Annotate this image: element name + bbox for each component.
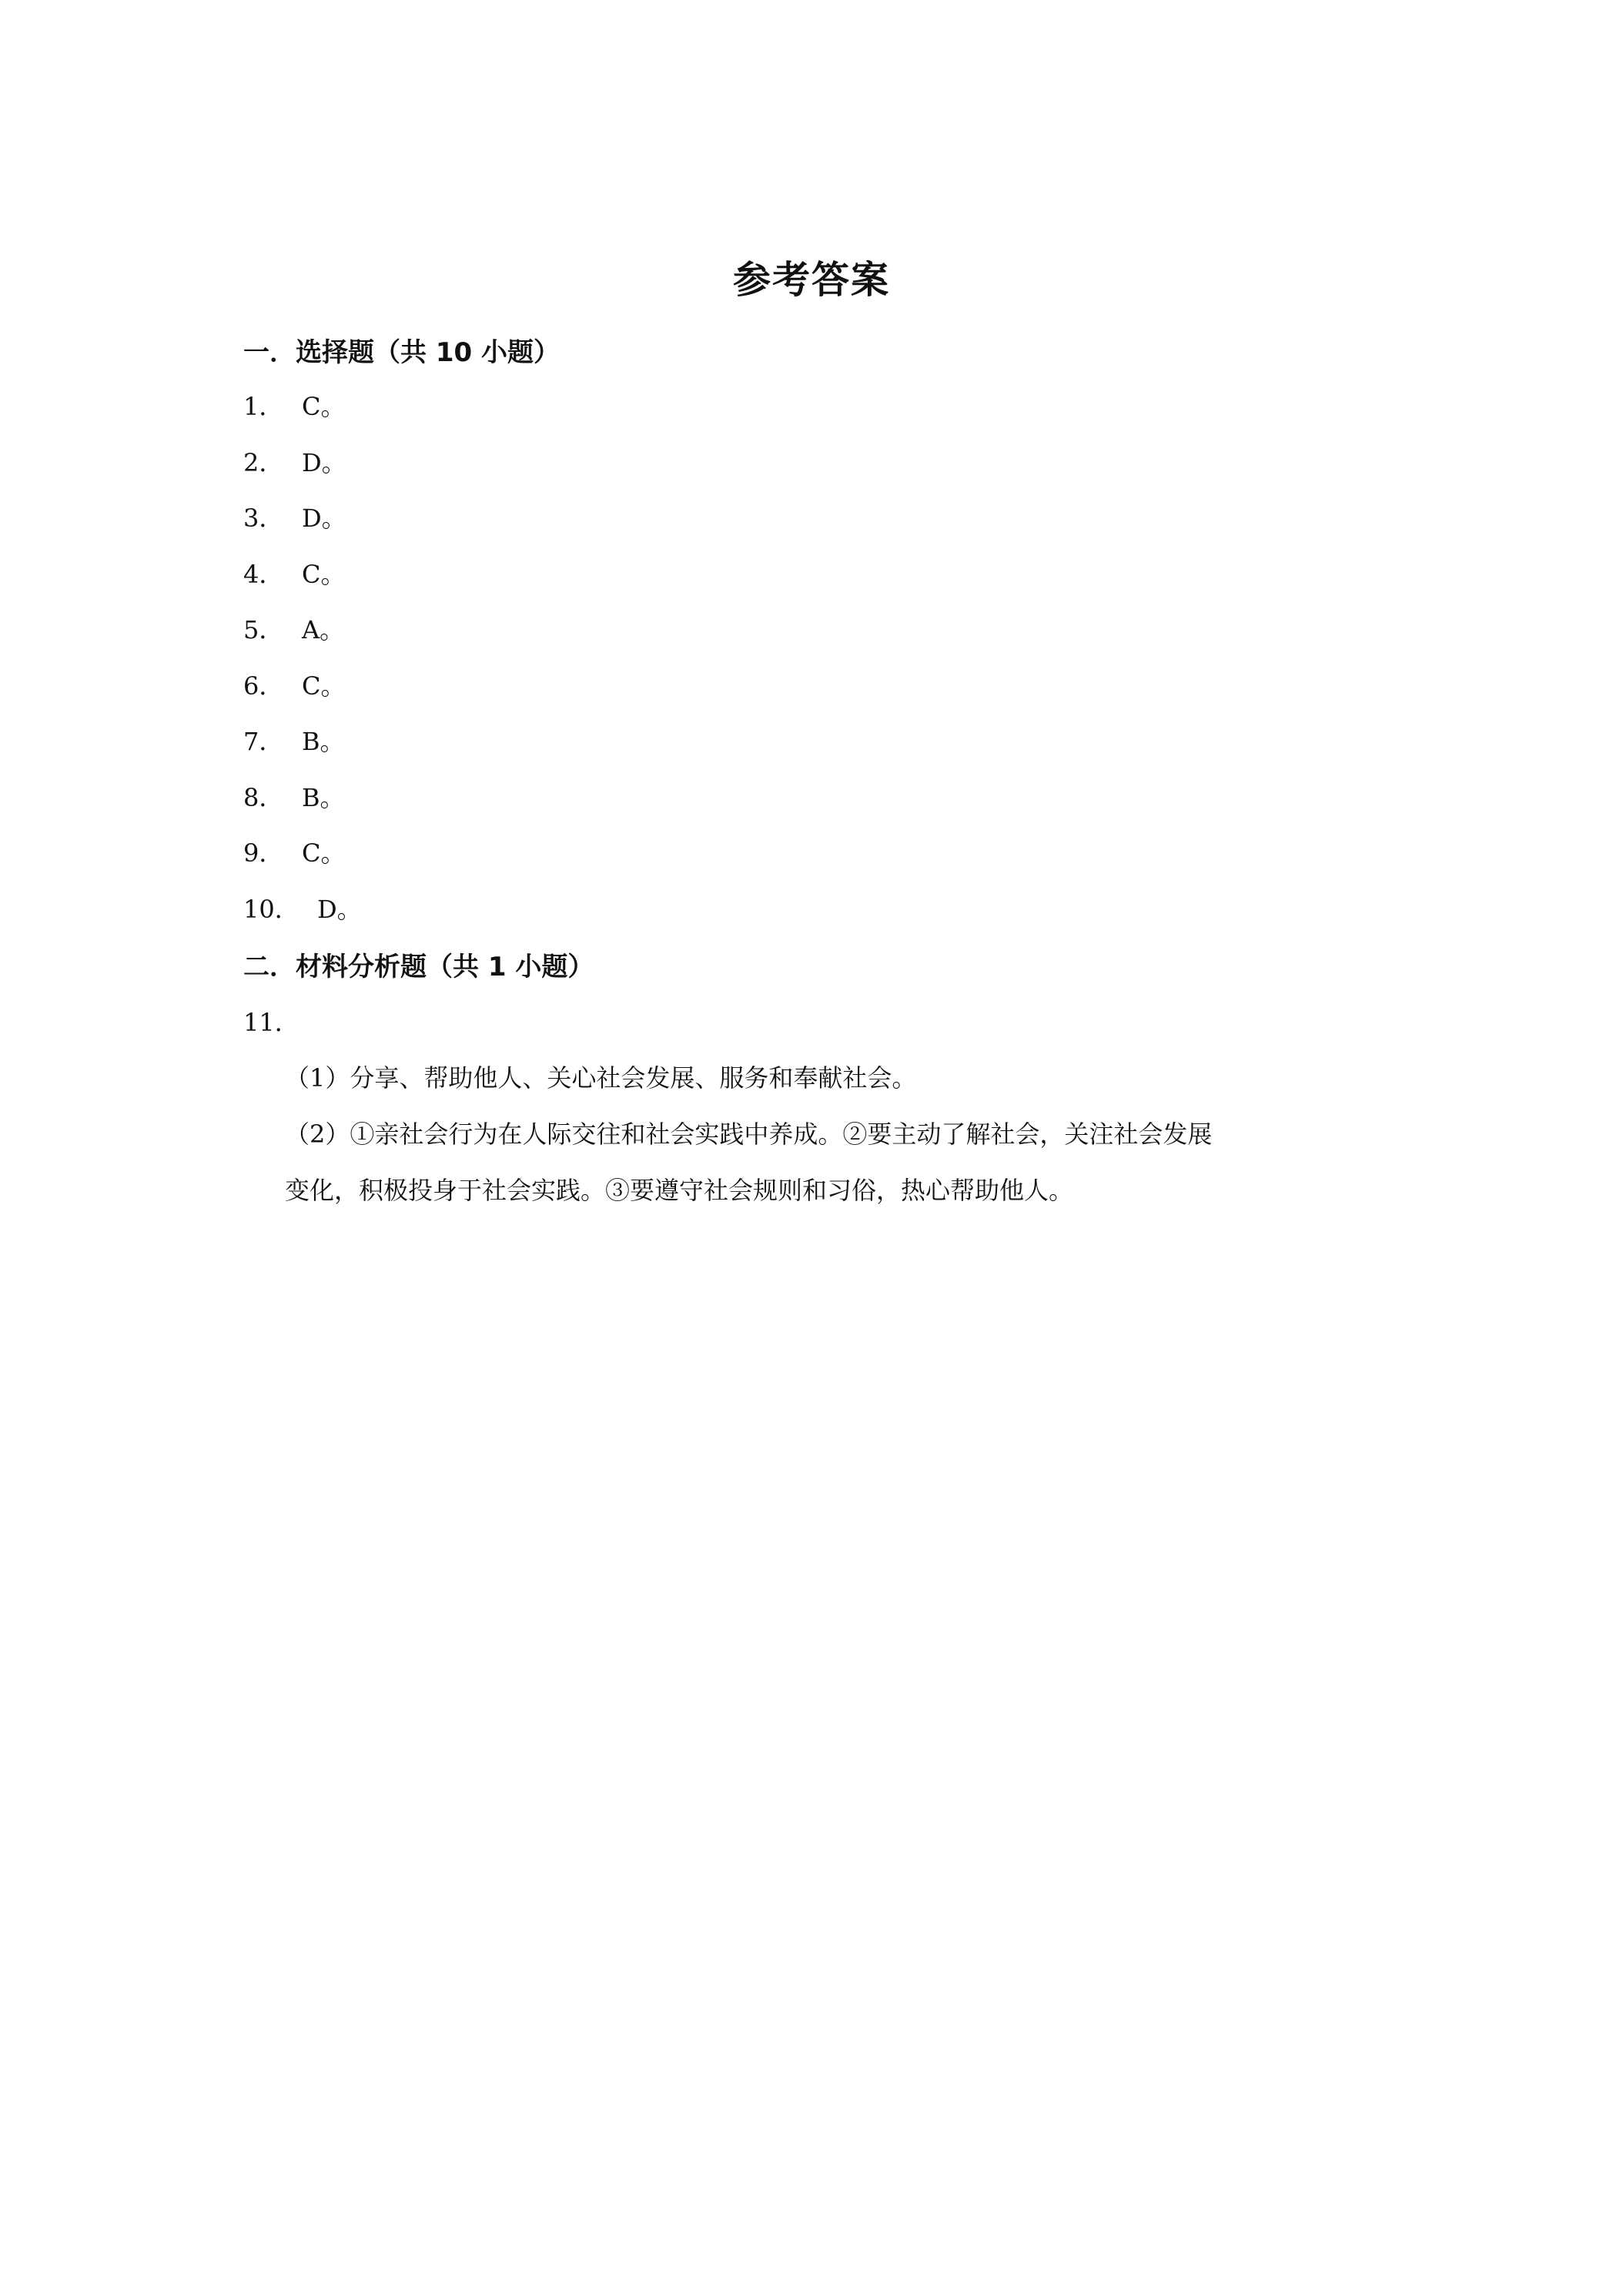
question-number: 7． — [243, 727, 284, 756]
list-item — [243, 667, 362, 723]
question-number: 4． — [243, 559, 284, 589]
question-number: 3． — [243, 504, 284, 533]
question-number: 2． — [243, 447, 284, 477]
question-number: 11． — [243, 1008, 300, 1037]
list-item — [243, 555, 362, 611]
question-number: 10． — [243, 894, 300, 924]
list-item — [243, 890, 362, 946]
answer-value: C。 — [302, 838, 346, 868]
answer-value: A。 — [302, 615, 345, 644]
answer-value: C。 — [302, 559, 346, 589]
answer-value: D。 — [302, 504, 346, 533]
page-title: 参考答案 — [732, 258, 890, 302]
list-item — [243, 722, 362, 778]
answer-value: D。 — [302, 447, 346, 477]
question-number: 9． — [243, 838, 284, 868]
list-item — [243, 443, 362, 500]
answer-part-2-line-1: （2）①亲社会行为在人际交往和社会实践中养成。②要主动了解社会，关注社会发展 — [285, 1120, 1213, 1149]
list-item — [243, 778, 362, 835]
multiple-choice-answer-list — [243, 387, 362, 946]
question-number: 6． — [243, 671, 284, 701]
answer-part-1: （1）分享、帮助他人、关心社会发展、服务和奉献社会。 — [285, 1063, 917, 1093]
list-item — [243, 834, 362, 890]
section-heading-multiple-choice: 一．选择题（共 10 小题） — [243, 337, 560, 368]
list-item — [243, 611, 362, 667]
answer-value: B。 — [302, 782, 345, 812]
answer-value: C。 — [302, 392, 346, 421]
list-item — [243, 387, 362, 443]
section-heading-material-analysis: 二．材料分析题（共 1 小题） — [243, 952, 594, 982]
question-number: 1． — [243, 392, 284, 421]
list-item — [243, 499, 362, 555]
question-number: 5． — [243, 615, 284, 644]
answer-value: D。 — [317, 894, 362, 924]
answer-value: B。 — [302, 727, 345, 756]
question-number: 8． — [243, 782, 284, 812]
answer-part-2-line-2: 变化，积极投身于社会实践。③要遵守社会规则和习俗，热心帮助他人。 — [285, 1176, 1074, 1205]
answer-value: C。 — [302, 671, 346, 701]
